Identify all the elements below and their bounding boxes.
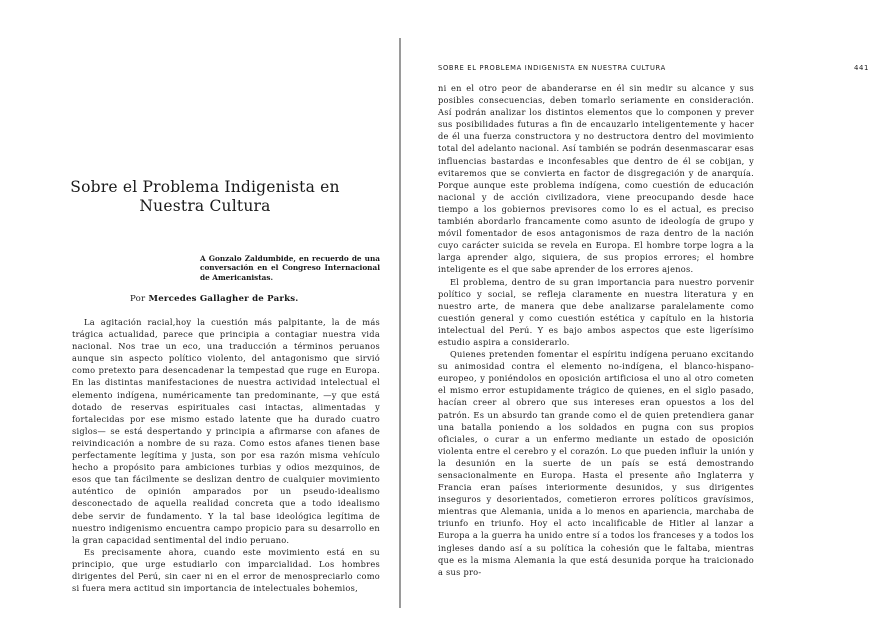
left-body-text <box>72 316 380 594</box>
paragraph: El problema, dentro de su gran importancia para nuestro porvenir político y social, se refleja claramente en nuestra literatura y en nuestro arte, de manera que debe analizarse paralelamente como cuestión general y como cuestión estética y capítulo en la historia intelectual del Perú. Y es bajo ambos aspectos que este ligerísimo estudio aspira a considerarlo. <box>438 276 754 347</box>
right-body-text <box>438 82 754 578</box>
author-prefix: Por <box>130 294 146 304</box>
title-line-1: Sobre el Problema Indigenista en <box>70 178 340 196</box>
paragraph: ni en el otro peor de abanderarse en él sin medir su alcance y sus posibles consecuencias, deben tomarlo seriamente en consideración. Así podrán analizar los distintos elementos que lo componen y prever sus posibilidades futuras a fin de encauzarlo inteligentemente y hacer de él una fuerza constructora y no destructora dentro del movimiento total del adelanto nacional. Así también se podrán desenmascarar esas influencias bastardas e inconfesables que dentro de él se cobijan, y evitaremos que se convierta en factor de disgregación y de anarquía. Porque aunque este problema indígena, como cuestión de educación nacional y de acción civilizadora, viene preocupando desde hace tiempo a los gobiernos previsores como lo es el actual, es preciso también abordarlo francamente como asunto de ideología de grupo y móvil fomentador de esos antagonismos de raza dentro de la nación cuyo carácter suicida se revela en Europa. El hombre torpe logra a la larga aprender algo, siquiera, de sus propios errores; el hombre inteligente es el que sabe aprender de los errores ajenos. <box>438 83 754 275</box>
author-name: Mercedes Gallagher de Parks. <box>148 294 299 304</box>
dedication: A Gonzalo Zaldumbide, en recuerdo de una conversación en el Congreso Internacional de Americanistas. <box>200 254 380 282</box>
running-head: SOBRE EL PROBLEMA INDIGENISTA EN NUESTRA CULTURA <box>438 64 666 72</box>
right-page <box>402 0 869 618</box>
author-line <box>130 294 380 304</box>
title-line-2: Nuestra Cultura <box>139 197 271 215</box>
paragraph: Es precisamente ahora, cuando este movimiento está en su principio, que urge estudiarlo con imparcialidad. Los hombres dirigentes del Perú, sin caer ni en el error de menospreciarlo como si fuera mera actitud sin importancia de intelectuales bohemios, <box>72 546 380 594</box>
paragraph: Quienes pretenden fomentar el espíritu indígena peruano excitando su animosidad contra el elemento no-indígena, el blanco-hispano-europeo, y poniéndolos en oposición artificiosa el uno al otro cometen el mismo error estupidamente trágico de quienes, en el siglo pasado, hacían creer al obrero que sus intereses eran opuestos a los del patrón. Es un absurdo tan grande como el de quien pretendiera ganar una batalla poniendo a los soldados en pugna con sus propios oficiales, o curar a un enfermo mediante un estado de oposición violenta entre el cerebro y el corazón. Lo que pueden influir la unión y la desunión en la suerte de un país se está demostrando sensacionalmente en Europa. Hasta el presente año Inglaterra y Francia eran países interiormente desunidos, y sus dirigentes inseguros y desorientados, cometieron errores políticos gravísimos, mientras que Alemania, unida a lo menos en apariencia, marchaba de triunfo en triunfo. Hoy el acto incalificable de Hitler al lanzar a Europa a la guerra ha unido entre sí a todos los franceses y a todos los ingleses dando así a su política la cohesión que le faltaba, mientras que es la misma Alemania la que está desunida porque ha traicionado a sus pro- <box>438 349 754 577</box>
article-title <box>40 178 370 216</box>
paragraph: La agitación racial,hoy la cuestión más palpitante, la de más trágica actualidad, parece que principia a contagiar nuestra vida nacional. Nos trae un eco, una traducción a términos peruanos aunque sin aspecto político violento, del antagonismo que sirvió como pretexto para desencadenar la tempestad que ruge en Europa. En las distintas manifestaciones de nuestra actividad intelectual el elemento indígena, numéricamente tan predominante, —y que está dotado de reservas espirituales casi intactas, alimentadas y fortalecidas por ese mismo estado latente que ha durado cuatro siglos— se está despertando y principia a afirmarse con afanes de reivindicación a nombre de su raza. Como estos afanes tienen base perfectamente legítima y justa, son por esa razón misma vehículo hecho a propósito para ambiciones turbias y odios mezquinos, de esos que tan fácilmente se deslizan dentro de cualquier movimiento auténtico de opinión amparados por un pseudo-idealismo desconectado de aquella realidad concreta que a todo idealismo debe servir de fundamento. Y la tal base ideológica legítima de nuestro indigenismo encuentra campo propicio para su desarrollo en la gran capacidad sentimental del indio peruano. <box>72 317 380 545</box>
page-gutter <box>399 38 401 608</box>
page-number: 441 <box>854 64 869 72</box>
left-page <box>0 0 400 618</box>
